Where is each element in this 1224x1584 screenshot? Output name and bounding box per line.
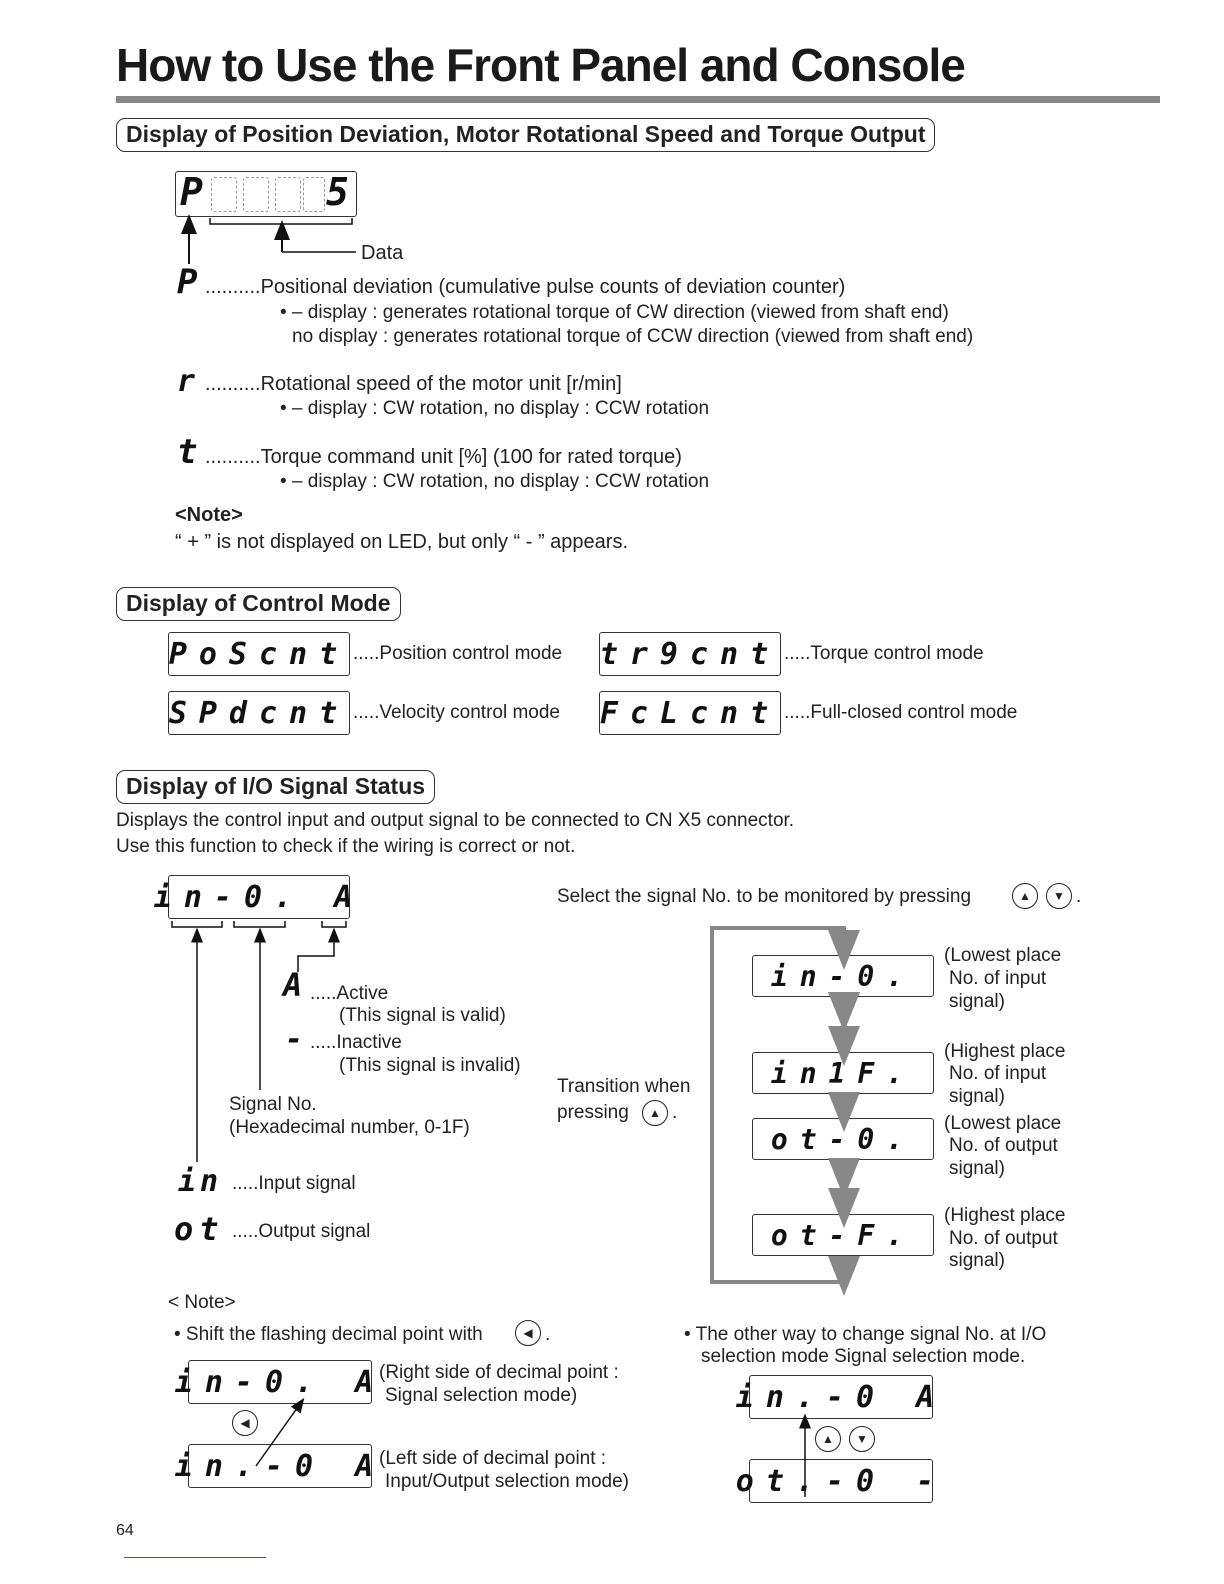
t-description: ..........Torque command unit [%] (100 for rated torque) [205,446,682,468]
ot-glyph: ot [174,1210,225,1248]
note-text: “ + ” is not displayed on LED, but only “ - ” appears. [175,531,628,553]
in-label: .....Input signal [232,1173,356,1194]
left-mode-display: in.-0 A [188,1444,372,1488]
left-mode-label-2: Input/Output selection mode) [385,1471,629,1492]
right-mode-label-2: Signal selection mode) [385,1385,578,1406]
other-way-1: • The other way to change signal No. at I/O [684,1324,1047,1345]
display-last-digit: 5 [326,170,349,214]
p-sub-2: no display : generates rotational torque of CCW direction (viewed from shaft end) [292,326,974,347]
seq-display-input-highest: in1F. [752,1052,934,1094]
up-button-icon: ▲ [642,1100,668,1126]
mode-label-full-closed: .....Full-closed control mode [784,702,1018,723]
mode-label-torque: .....Torque control mode [784,643,984,664]
p-description: ..........Positional deviation (cumulative pulse counts of deviation counter) [205,276,846,298]
active-sub: (This signal is valid) [339,1005,506,1026]
mode-display-full-closed: FcLcnt [599,691,781,735]
p-sub-1: • – display : generates rotational torque of CW direction (viewed from shaft end) [280,302,949,323]
up-button-icon: ▲ [1012,883,1038,909]
ot-label: .....Output signal [232,1221,371,1242]
page-title: How to Use the Front Panel and Console [116,39,965,91]
other-top-display: in.-0 A [749,1375,933,1419]
select-instruction: Select the signal No. to be monitored by pressing [557,886,972,907]
seq-label-line: (Lowest place [944,1113,1062,1134]
io-main-display: in-0. A [168,875,350,919]
io-note-heading: < Note> [168,1292,236,1313]
r-description: ..........Rotational speed of the motor unit [r/min] [205,373,622,395]
active-label: .....Active [310,983,389,1004]
inactive-label: .....Inactive [310,1032,402,1053]
seq-label-line: (Highest place [944,1205,1066,1226]
section-heading-control-mode: Display of Control Mode [116,587,401,621]
right-mode-label-1: (Right side of decimal point : [379,1362,619,1383]
page-number: 64 [116,1522,134,1539]
seq-label-line: No. of input [949,1063,1047,1084]
io-intro-2: Use this function to check if the wiring is correct or not. [116,836,576,857]
mode-display-torque: tr9cnt [599,632,781,676]
seq-label-line: (Lowest place [944,945,1062,966]
seq-label-line: No. of output [949,1228,1058,1249]
other-way-2: selection mode Signal selection mode. [701,1346,1026,1367]
r-glyph: r [177,364,196,399]
seq-display-output-lowest: ot-0. [752,1118,934,1160]
signal-no-sub: (Hexadecimal number, 0-1F) [229,1117,470,1138]
mode-display-position: PoScnt [168,632,350,676]
seq-display-output-highest: ot-F. [752,1214,934,1256]
seq-label-line: signal) [949,991,1005,1012]
mode-label-position: .....Position control mode [353,643,563,664]
left-mode-label-1: (Left side of decimal point : [379,1448,607,1469]
mode-label-velocity: .....Velocity control mode [353,702,560,723]
seq-label-line: signal) [949,1158,1005,1179]
transition-label-2: pressing [557,1102,629,1123]
down-button-icon: ▼ [1046,883,1072,909]
down-button-icon: ▼ [849,1426,875,1452]
seq-label-line: signal) [949,1250,1005,1271]
shift-note: • Shift the flashing decimal point with [174,1324,483,1345]
io-intro-1: Displays the control input and output signal to be connected to CN X5 connector. [116,810,795,831]
signal-no-label: Signal No. [229,1094,317,1115]
section-heading-io-status: Display of I/O Signal Status [116,770,435,804]
active-glyph: A [283,966,303,1004]
in-glyph: in [178,1164,223,1199]
inactive-glyph: - [285,1022,304,1057]
transition-label-1: Transition when [557,1076,691,1097]
up-button-icon: ▲ [815,1426,841,1452]
seq-label-line: (Highest place [944,1041,1066,1062]
seq-label-line: No. of output [949,1135,1058,1156]
section-heading-deviation: Display of Position Deviation, Motor Rotational Speed and Torque Output [116,118,935,152]
mode-display-velocity: SPdcnt [168,691,350,735]
t-glyph: t [177,432,198,472]
seq-label-line: No. of input [949,968,1047,989]
shift-button-icon: ◀ [515,1320,541,1346]
display-p-digit: P [180,170,203,214]
note-heading: <Note> [175,504,243,526]
r-sub: • – display : CW rotation, no display : CCW rotation [280,398,710,419]
seq-label-line: signal) [949,1086,1005,1107]
t-sub: • – display : CW rotation, no display : CCW rotation [280,471,710,492]
seq-display-input-lowest: in-0. [752,955,934,997]
data-label: Data [361,242,404,264]
other-bottom-display: ot.-0 - [749,1459,933,1503]
inactive-sub: (This signal is invalid) [339,1055,521,1076]
p-glyph: P [177,262,198,302]
right-mode-display: in-0. A [188,1360,372,1404]
shift-button-icon: ◀ [232,1410,258,1436]
